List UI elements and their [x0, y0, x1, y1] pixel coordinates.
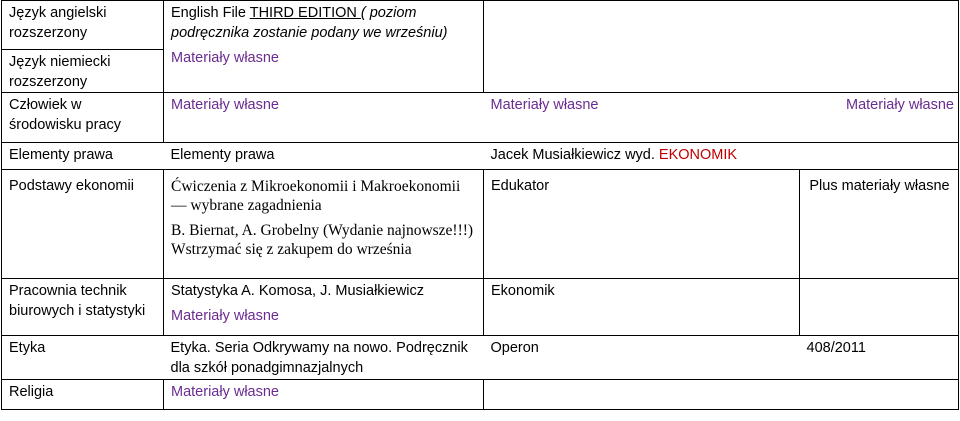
subject-cell: [2, 1, 164, 50]
subject-office-statistics: Pracownia technik biurowych i statystyki: [9, 283, 146, 319]
material-cell: [484, 93, 800, 143]
book-title: Statystyka A. Komosa, J. Musiałkiewicz: [171, 283, 425, 299]
publisher-name: EKONOMIK: [658, 147, 738, 163]
extra-cell: [800, 170, 959, 279]
extra-materials: Plus materiały własne: [809, 178, 950, 194]
material-cell: [800, 93, 959, 143]
book-level-note: ( poziom podręcznika zostanie podany we wrześniu): [171, 5, 448, 41]
publisher-cell: [484, 279, 800, 336]
subject-cell: [2, 93, 164, 143]
material-cell: [164, 380, 484, 410]
material-label: Materiały własne: [171, 97, 279, 113]
material-label: Materiały własne: [171, 384, 279, 400]
book-cell: [164, 170, 484, 279]
subject-german: Język niemiecki rozszerzony: [9, 54, 111, 90]
book-title: Etyka. Seria Odkrywamy na nowo. Podręcznik dla szkół ponadgimnazjalnych: [170, 340, 468, 376]
material-label: Materiały własne: [171, 50, 279, 66]
table-row: [2, 1, 959, 50]
table-row: [2, 93, 959, 143]
approval-number: 408/2011: [806, 340, 866, 356]
subject-law: Elementy prawa: [9, 147, 113, 163]
textbook-table: [1, 0, 959, 410]
subject-economics: Podstawy ekonomii: [9, 178, 134, 194]
table-row: [2, 143, 959, 170]
publisher-name: Operon: [490, 340, 539, 356]
book-edition: THIRD EDITION: [249, 5, 361, 21]
publisher-cell: [484, 143, 800, 170]
empty-cell: [800, 143, 959, 170]
book-cell: [164, 143, 484, 170]
subject-cell: [2, 143, 164, 170]
book-cell: [164, 279, 484, 336]
publisher-name: Edukator: [491, 178, 550, 194]
publisher-cell: [484, 336, 800, 380]
book-cell-english-german: [164, 1, 484, 93]
subject-cell: [2, 170, 164, 279]
material-cell: [164, 93, 484, 143]
subject-english: Język angielski rozszerzony: [9, 5, 107, 41]
table-row: [2, 279, 959, 336]
subject-cell: [2, 50, 164, 93]
material-label: Materiały własne: [846, 97, 954, 113]
subject-work-environment: Człowiek w środowisku pracy: [9, 97, 122, 133]
empty-cell: [800, 279, 959, 336]
book-title: Ćwiczenia z Mikroekonomii i Makroekonomii — wybrane zagadnienia: [171, 178, 461, 214]
subject-cell: [2, 279, 164, 336]
publisher-cell: [484, 170, 800, 279]
material-label: Materiały własne: [171, 308, 279, 324]
subject-cell: [2, 380, 164, 410]
book-authors-note: B. Biernat, A. Grobelny (Wydanie najnowsze!!!) Wstrzymać się z zakupem do września: [171, 222, 474, 258]
author-publisher: Jacek Musiałkiewicz wyd.: [490, 147, 659, 163]
subject-ethics: Etyka: [9, 340, 46, 356]
empty-cell: [484, 1, 959, 93]
empty-cell: [484, 380, 959, 410]
subject-cell: [2, 336, 164, 380]
table-row: [2, 170, 959, 279]
approval-number-cell: [800, 336, 959, 380]
book-title-prefix: English File: [171, 5, 250, 21]
table-row: [2, 336, 959, 380]
book-title: Elementy prawa: [170, 147, 275, 163]
material-label: Materiały własne: [490, 97, 599, 113]
publisher-name: Ekonomik: [491, 283, 555, 299]
table-row: [2, 380, 959, 410]
subject-religion: Religia: [9, 384, 54, 400]
book-cell: [164, 336, 484, 380]
